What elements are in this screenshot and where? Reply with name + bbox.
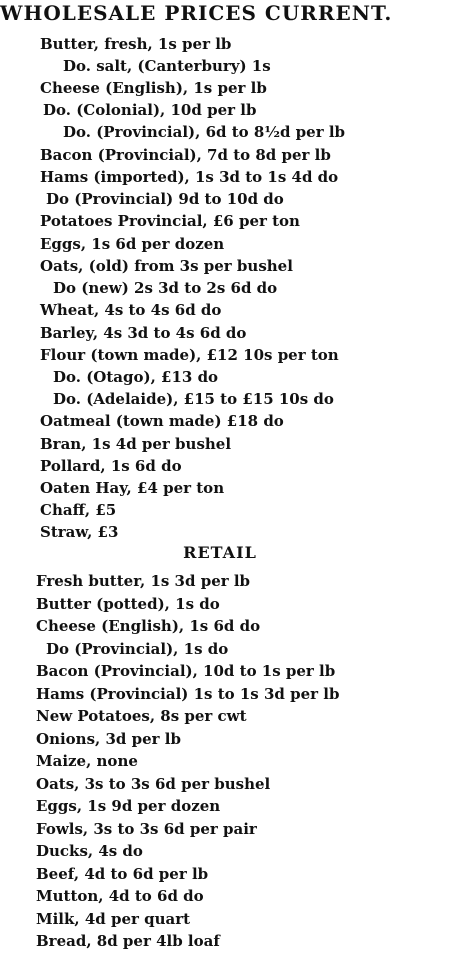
list-item: Oats, (old) from 3s per bushel — [40, 257, 293, 275]
list-item: Bran, 1s 4d per bushel — [40, 435, 232, 453]
list-item: Potatoes Provincial, £6 per ton — [40, 212, 300, 230]
list-item: Butter, fresh, 1s per lb — [40, 35, 232, 53]
list-item: Butter (potted), 1s do — [36, 595, 220, 613]
list-item: Maize, none — [36, 752, 138, 770]
list-item: Do. salt, (Canterbury) 1s — [63, 57, 271, 75]
list-item: Cheese (English), 1s 6d do — [36, 617, 261, 635]
list-item: Oats, 3s to 3s 6d per bushel — [36, 775, 271, 793]
list-item: Bacon (Provincial), 7d to 8d per lb — [40, 146, 331, 164]
list-item: New Potatoes, 8s per cwt — [36, 707, 247, 725]
list-item: Cheese (English), 1s per lb — [40, 79, 267, 97]
list-item: Oatmeal (town made) £18 do — [40, 412, 284, 430]
list-item: Do. (Adelaide), £15 to £15 10s do — [53, 390, 334, 408]
list-item: Do (Provincial), 1s do — [46, 640, 229, 658]
list-item: Barley, 4s 3d to 4s 6d do — [40, 324, 247, 342]
list-item: Eggs, 1s 9d per dozen — [36, 797, 221, 815]
list-item: Fowls, 3s to 3s 6d per pair — [36, 820, 257, 838]
list-item: Onions, 3d per lb — [36, 730, 181, 748]
list-item: Hams (imported), 1s 3d to 1s 4d do — [40, 168, 339, 186]
list-item: Do (Provincial) 9d to 10d do — [46, 190, 284, 208]
retail-heading: RETAIL — [183, 543, 257, 562]
list-item: Mutton, 4d to 6d do — [36, 887, 204, 905]
list-item: Chaff, £5 — [40, 501, 117, 519]
list-item: Wheat, 4s to 4s 6d do — [40, 301, 222, 319]
list-item: Bread, 8d per 4lb loaf — [36, 932, 220, 950]
list-item: Do. (Otago), £13 do — [53, 368, 219, 386]
list-item: Milk, 4d per quart — [36, 910, 191, 928]
list-item: Oaten Hay, £4 per ton — [40, 479, 225, 497]
list-item: Do (new) 2s 3d to 2s 6d do — [53, 279, 278, 297]
list-item: Beef, 4d to 6d per lb — [36, 865, 209, 883]
list-item: Eggs, 1s 6d per dozen — [40, 235, 225, 253]
list-item: Ducks, 4s do — [36, 842, 143, 860]
list-item: Bacon (Provincial), 10d to 1s per lb — [36, 662, 336, 680]
list-item: Do. (Provincial), 6d to 8½d per lb — [63, 123, 346, 141]
page-title: WHOLESALE PRICES CURRENT. — [0, 1, 393, 25]
list-item: Do. (Colonial), 10d per lb — [43, 101, 257, 119]
list-item: Fresh butter, 1s 3d per lb — [36, 572, 251, 590]
list-item: Pollard, 1s 6d do — [40, 457, 182, 475]
list-item: Hams (Provincial) 1s to 1s 3d per lb — [36, 685, 340, 703]
list-item: Flour (town made), £12 10s per ton — [40, 346, 339, 364]
list-item: Straw, £3 — [40, 523, 119, 541]
